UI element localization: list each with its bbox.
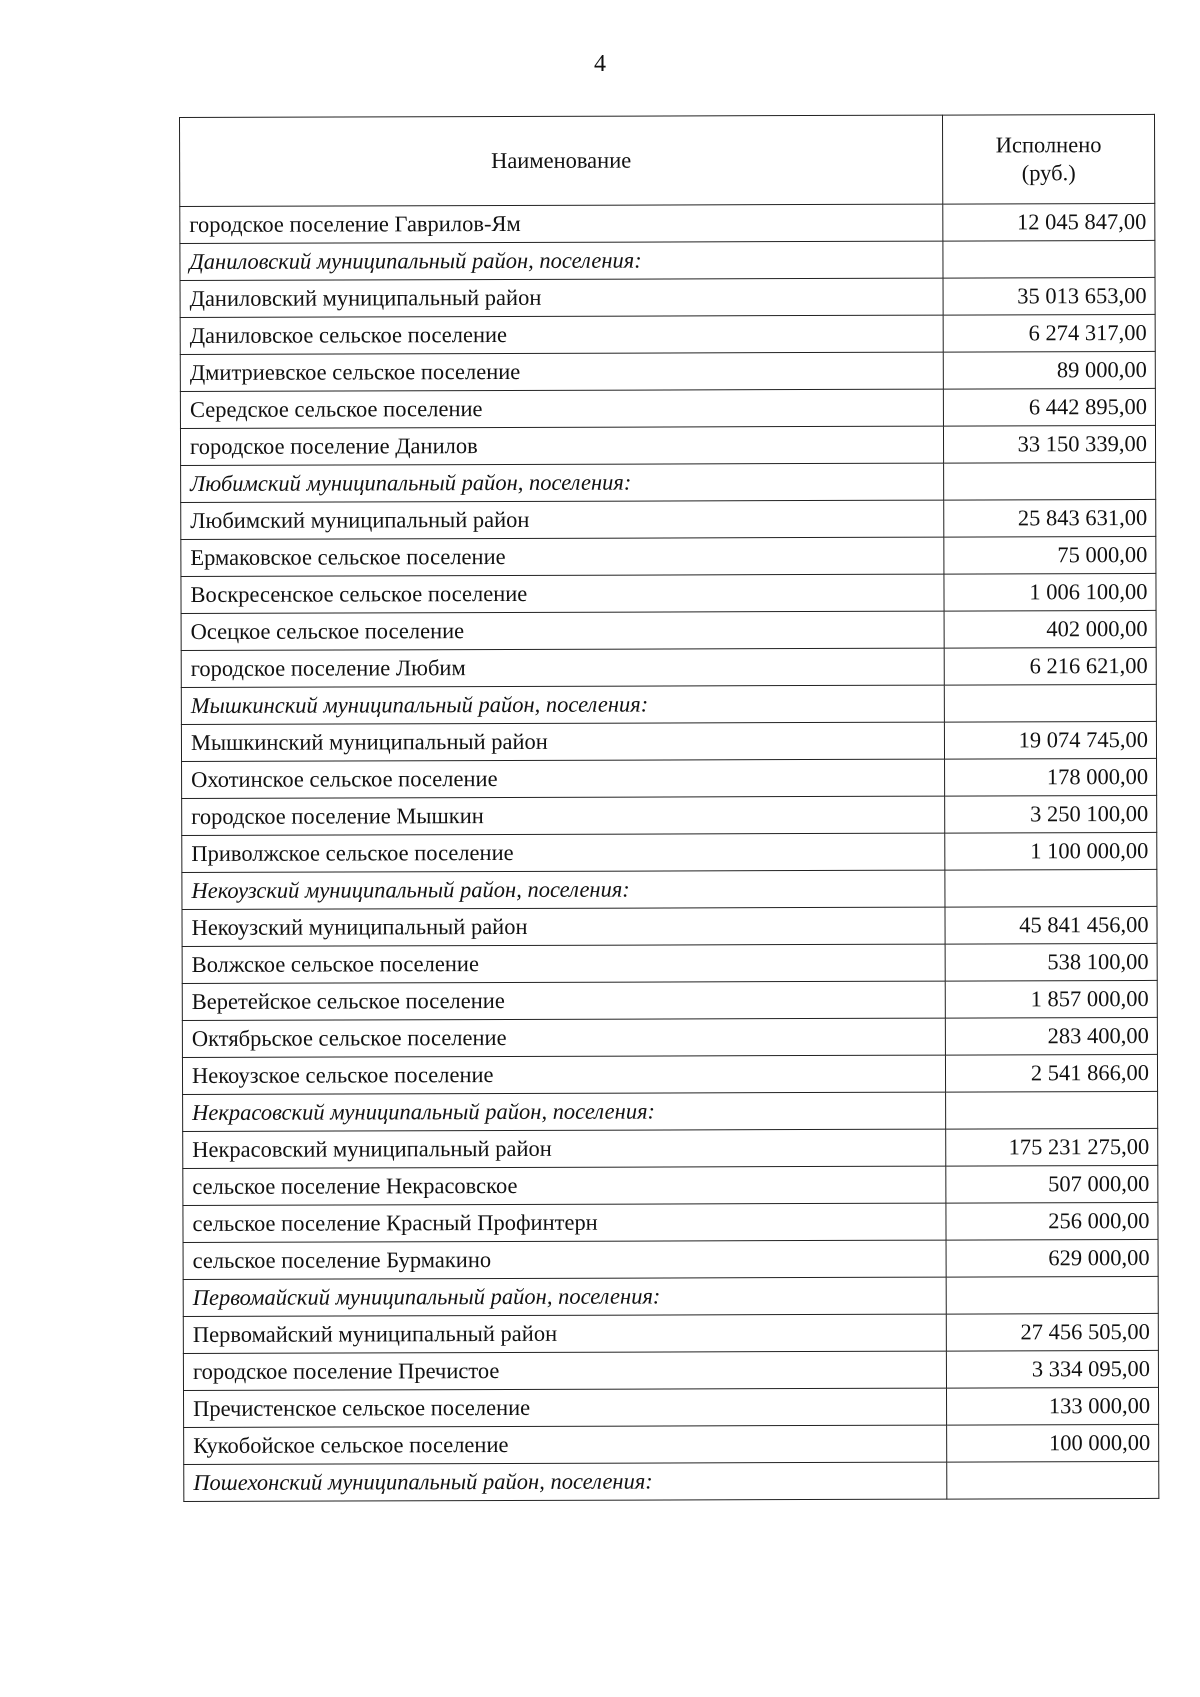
executed-amount: [944, 684, 1156, 722]
table-row: [180, 425, 1155, 465]
executed-amount: 100 000,00: [947, 1424, 1159, 1462]
group-heading: Первомайский муниципальный район, поселения:: [183, 1277, 946, 1316]
page-number: 4: [594, 51, 606, 77]
executed-amount: 25 843 631,00: [944, 499, 1156, 537]
executed-amount: 45 841 456,00: [945, 906, 1157, 944]
table-row: [183, 1165, 1158, 1205]
municipality-name: Мышкинский муниципальный район: [181, 722, 944, 761]
municipality-name: Кукобойское сельское поселение: [184, 1425, 947, 1464]
group-heading: Некоузский муниципальный район, поселения:: [182, 870, 945, 909]
municipality-name: городское поселение Мышкин: [182, 796, 945, 835]
executed-amount: 283 400,00: [945, 1017, 1157, 1055]
executed-amount: 1 857 000,00: [945, 980, 1157, 1018]
table-group-row: [180, 240, 1155, 280]
table-row: [182, 795, 1157, 835]
group-heading: Мышкинский муниципальный район, поселения:: [181, 685, 944, 724]
budget-execution-table: [179, 114, 1159, 1502]
table-row: [183, 1239, 1158, 1279]
municipality-name: Середское сельское поселение: [180, 389, 943, 428]
executed-amount: 3 334 095,00: [946, 1350, 1158, 1388]
group-heading: Любимский муниципальный район, поселения:: [181, 463, 944, 502]
executed-amount: 629 000,00: [946, 1239, 1158, 1277]
executed-amount: 33 150 339,00: [943, 425, 1155, 463]
table-row: [180, 314, 1155, 354]
table-row: [182, 1054, 1157, 1094]
column-header-executed: [942, 114, 1154, 204]
executed-amount: 175 231 275,00: [946, 1128, 1158, 1166]
executed-amount: 178 000,00: [945, 758, 1157, 796]
table-header-row: [180, 114, 1155, 206]
table-row: [183, 1128, 1158, 1168]
table-row: [180, 203, 1155, 243]
municipality-name: сельское поселение Бурмакино: [183, 1240, 946, 1279]
table-row: [182, 906, 1157, 946]
municipality-name: Некоузское сельское поселение: [182, 1055, 945, 1094]
executed-amount: 35 013 653,00: [943, 277, 1155, 315]
municipality-name: Воскресенское сельское поселение: [181, 574, 944, 613]
table-row: [180, 351, 1155, 391]
table-row: [181, 721, 1156, 761]
table-body: [180, 203, 1159, 1501]
executed-amount: 89 000,00: [943, 351, 1155, 389]
executed-amount: 3 250 100,00: [945, 795, 1157, 833]
table-row: [183, 1350, 1158, 1390]
table-row: [182, 832, 1157, 872]
executed-amount: 402 000,00: [944, 610, 1156, 648]
municipality-name: Осецкое сельское поселение: [181, 611, 944, 650]
executed-amount: 133 000,00: [946, 1387, 1158, 1425]
executed-amount: 6 274 317,00: [943, 314, 1155, 352]
municipality-name: Дмитриевское сельское поселение: [180, 352, 943, 391]
group-heading: Даниловский муниципальный район, поселения:: [180, 241, 943, 280]
municipality-name: Любимский муниципальный район: [181, 500, 944, 539]
table-group-row: [181, 684, 1156, 724]
municipality-name: Некоузский муниципальный район: [182, 907, 945, 946]
table-group-row: [184, 1461, 1159, 1501]
table-group-row: [182, 869, 1157, 909]
municipality-name: городское поселение Любим: [181, 648, 944, 687]
municipality-name: Октябрьское сельское поселение: [182, 1018, 945, 1057]
municipality-name: Первомайский муниципальный район: [183, 1314, 946, 1353]
table-row: [180, 277, 1155, 317]
municipality-name: Приволжское сельское поселение: [182, 833, 945, 872]
municipality-name: сельское поселение Некрасовское: [183, 1166, 946, 1205]
executed-amount: [947, 1461, 1159, 1499]
municipality-name: городское поселение Данилов: [180, 426, 943, 465]
executed-amount: [946, 1276, 1158, 1314]
table-group-row: [181, 462, 1156, 502]
table-row: [184, 1387, 1159, 1427]
executed-amount: 256 000,00: [946, 1202, 1158, 1240]
column-header-executed-label: Исполнено: [995, 131, 1102, 158]
municipality-name: Даниловское сельское поселение: [180, 315, 943, 354]
column-header-executed-unit: (руб.): [1021, 160, 1076, 186]
municipality-name: Пречистенское сельское поселение: [184, 1388, 947, 1427]
executed-amount: 1 100 000,00: [945, 832, 1157, 870]
executed-amount: 27 456 505,00: [946, 1313, 1158, 1351]
municipality-name: городское поселение Пречистое: [183, 1351, 946, 1390]
municipality-name: Даниловский муниципальный район: [180, 278, 943, 317]
group-heading: Некрасовский муниципальный район, поселения:: [183, 1092, 946, 1131]
table-group-row: [183, 1276, 1158, 1316]
column-header-name: Наименование: [180, 115, 943, 206]
municipality-name: Некрасовский муниципальный район: [183, 1129, 946, 1168]
executed-amount: [944, 462, 1156, 500]
table-row: [181, 610, 1156, 650]
executed-amount: [945, 869, 1157, 907]
table-row: [182, 943, 1157, 983]
table-row: [180, 388, 1155, 428]
municipality-name: Веретейское сельское поселение: [182, 981, 945, 1020]
table-row: [182, 758, 1157, 798]
municipality-name: сельское поселение Красный Профинтерн: [183, 1203, 946, 1242]
table-row: [181, 499, 1156, 539]
table-row: [182, 980, 1157, 1020]
table-group-row: [183, 1091, 1158, 1131]
executed-amount: 6 216 621,00: [944, 647, 1156, 685]
table-row: [183, 1202, 1158, 1242]
executed-amount: [943, 240, 1155, 278]
executed-amount: 538 100,00: [945, 943, 1157, 981]
executed-amount: 507 000,00: [946, 1165, 1158, 1203]
municipality-name: Волжское сельское поселение: [182, 944, 945, 983]
municipality-name: городское поселение Гаврилов-Ям: [180, 204, 943, 243]
executed-amount: 75 000,00: [944, 536, 1156, 574]
executed-amount: 12 045 847,00: [943, 203, 1155, 241]
executed-amount: 1 006 100,00: [944, 573, 1156, 611]
table-row: [181, 647, 1156, 687]
table-row: [183, 1313, 1158, 1353]
table-row: [182, 1017, 1157, 1057]
executed-amount: [946, 1091, 1158, 1129]
table-row: [181, 536, 1156, 576]
municipality-name: Ермаковское сельское поселение: [181, 537, 944, 576]
executed-amount: 6 442 895,00: [943, 388, 1155, 426]
table-row: [184, 1424, 1159, 1464]
executed-amount: 2 541 866,00: [945, 1054, 1157, 1092]
table-row: [181, 573, 1156, 613]
executed-amount: 19 074 745,00: [944, 721, 1156, 759]
municipality-name: Охотинское сельское поселение: [182, 759, 945, 798]
group-heading: Пошехонский муниципальный район, поселения:: [184, 1462, 947, 1501]
